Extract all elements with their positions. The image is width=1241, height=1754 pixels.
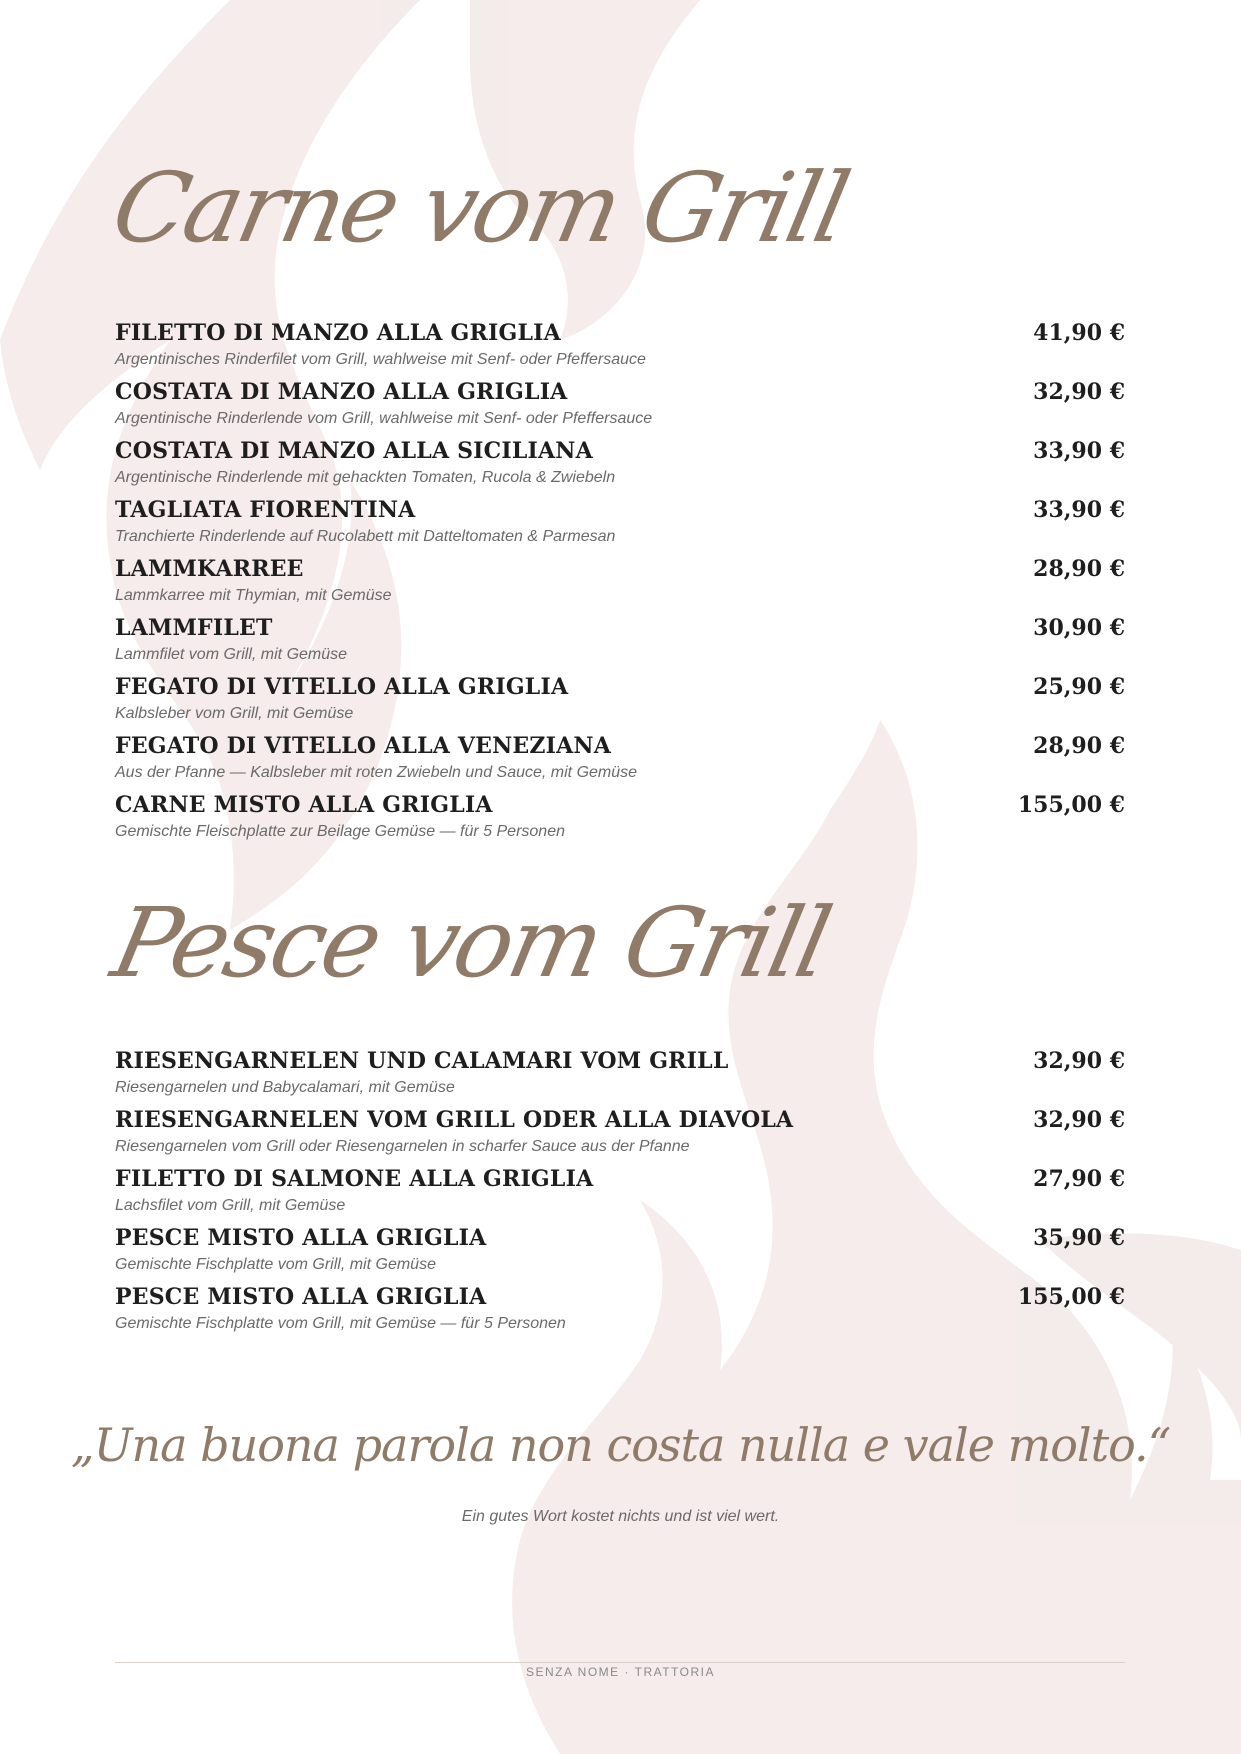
- menu-item: [115, 1166, 1125, 1225]
- item-description: Gemischte Fischplatte vom Grill, mit Gemüse — für 5 Personen: [115, 1315, 566, 1332]
- section-title-pesce: Pesce vom Grill: [103, 887, 838, 999]
- item-name: LAMMKARREE: [115, 556, 304, 582]
- item-price: 30,90 €: [1033, 615, 1125, 641]
- item-price: 35,90 €: [1033, 1225, 1125, 1251]
- item-name: PESCE MISTO ALLA GRIGLIA: [115, 1225, 487, 1251]
- item-description: Tranchierte Rinderlende auf Rucolabett mit Datteltomaten & Parmesan: [115, 528, 616, 545]
- item-description: Lammfilet vom Grill, mit Gemüse: [115, 646, 348, 663]
- item-description: Aus der Pfanne — Kalbsleber mit roten Zwiebeln und Sauce, mit Gemüse: [115, 764, 638, 781]
- menu-list-carne: [115, 320, 1125, 851]
- menu-item: [115, 1284, 1125, 1343]
- item-description: Gemischte Fleischplatte zur Beilage Gemüse — für 5 Personen: [115, 823, 565, 840]
- item-price: 28,90 €: [1033, 733, 1125, 759]
- menu-item: [115, 674, 1125, 733]
- item-price: 155,00 €: [1017, 1284, 1125, 1310]
- item-description: Gemischte Fischplatte vom Grill, mit Gemüse: [115, 1256, 436, 1273]
- item-name: CARNE MISTO ALLA GRIGLIA: [115, 792, 493, 818]
- menu-item: [115, 1048, 1125, 1107]
- item-description: Argentinisches Rinderfilet vom Grill, wahlweise mit Senf- oder Pfeffersauce: [115, 351, 646, 368]
- menu-item: [115, 733, 1125, 792]
- menu-item: [115, 615, 1125, 674]
- menu-item: [115, 379, 1125, 438]
- quote: „Una buona parola non costa nulla e vale molto.“: [70, 1418, 1171, 1472]
- item-name: COSTATA DI MANZO ALLA SICILIANA: [115, 438, 593, 464]
- section-title-carne: Carne vom Grill: [103, 152, 857, 264]
- item-name: PESCE MISTO ALLA GRIGLIA: [115, 1284, 487, 1310]
- item-name: FEGATO DI VITELLO ALLA GRIGLIA: [115, 674, 569, 700]
- footer-divider: [115, 1662, 1125, 1663]
- menu-item: [115, 1225, 1125, 1284]
- item-name: FILETTO DI MANZO ALLA GRIGLIA: [115, 320, 561, 346]
- item-price: 32,90 €: [1033, 379, 1125, 405]
- menu-item: [115, 556, 1125, 615]
- item-price: 41,90 €: [1033, 320, 1125, 346]
- item-description: Kalbsleber vom Grill, mit Gemüse: [115, 705, 354, 722]
- item-description: Lachsfilet vom Grill, mit Gemüse: [115, 1197, 346, 1214]
- footer-text: SENZA NOME · TRATTORIA: [525, 1665, 716, 1679]
- item-description: Lammkarree mit Thymian, mit Gemüse: [115, 587, 392, 604]
- menu-list-pesce: [115, 1048, 1125, 1343]
- item-description: Argentinische Rinderlende mit gehackten Tomaten, Rucola & Zwiebeln: [115, 469, 616, 486]
- item-price: 27,90 €: [1033, 1166, 1125, 1192]
- item-name: RIESENGARNELEN VOM GRILL ODER ALLA DIAVOLA: [115, 1107, 794, 1133]
- item-price: 28,90 €: [1033, 556, 1125, 582]
- item-name: LAMMFILET: [115, 615, 273, 641]
- menu-item: [115, 320, 1125, 379]
- item-price: 33,90 €: [1033, 497, 1125, 523]
- item-price: 25,90 €: [1033, 674, 1125, 700]
- item-description: Riesengarnelen vom Grill oder Riesengarnelen in scharfer Sauce aus der Pfanne: [115, 1138, 690, 1155]
- menu-item: [115, 792, 1125, 851]
- item-price: 155,00 €: [1017, 792, 1125, 818]
- item-description: Argentinische Rinderlende vom Grill, wahlweise mit Senf- oder Pfeffersauce: [115, 410, 653, 427]
- quote-translation: Ein gutes Wort kostet nichts und ist viel wert.: [461, 1508, 780, 1525]
- item-name: RIESENGARNELEN UND CALAMARI VOM GRILL: [115, 1048, 729, 1074]
- menu-item: [115, 438, 1125, 497]
- menu-item: [115, 1107, 1125, 1166]
- item-description: Riesengarnelen und Babycalamari, mit Gemüse: [115, 1079, 455, 1096]
- item-name: COSTATA DI MANZO ALLA GRIGLIA: [115, 379, 568, 405]
- item-price: 32,90 €: [1033, 1048, 1125, 1074]
- item-price: 33,90 €: [1033, 438, 1125, 464]
- item-price: 32,90 €: [1033, 1107, 1125, 1133]
- item-name: TAGLIATA FIORENTINA: [115, 497, 416, 523]
- menu-item: [115, 497, 1125, 556]
- item-name: FEGATO DI VITELLO ALLA VENEZIANA: [115, 733, 611, 759]
- item-name: FILETTO DI SALMONE ALLA GRIGLIA: [115, 1166, 594, 1192]
